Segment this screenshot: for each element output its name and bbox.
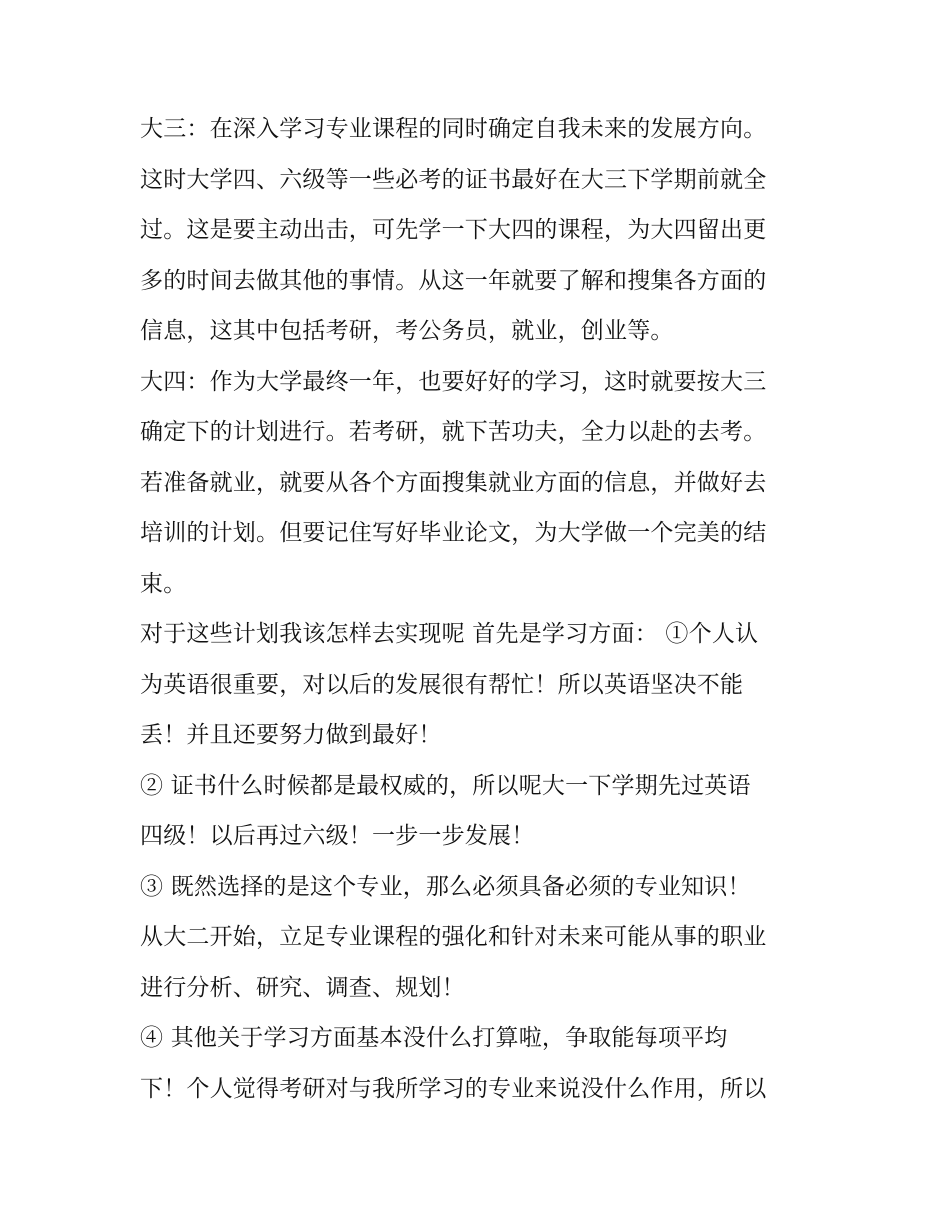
text-line: 为英语很重要，对以后的发展很有帮忙！所以英语坚决不能 <box>140 671 744 698</box>
text-line: 过。这是要主动出击，可先学一下大四的课程，为大四留出更 <box>140 217 767 243</box>
text-line: 从大二开始，立足专业课程的强化和针对未来可能从事的职业 <box>140 924 767 950</box>
text-line: 下！个人觉得考研对与我所学习的专业来说没什么作用，所以 <box>140 1075 767 1102</box>
text-line: 培训的计划。但要记住写好毕业论文，为大学做一个完美的结 <box>140 520 767 546</box>
text-line: 这时大学四、六级等一些必考的证书最好在大三下学期前就全 <box>140 166 767 193</box>
text-line: 若准备就业，就要从各个方面搜集就业方面的信息，并做好去 <box>140 469 767 496</box>
text-line: 大四：作为大学最终一年，也要好好的学习，这时就要按大三 <box>140 368 767 395</box>
text-line: 进行分析、研究、调查、规划！ <box>140 974 465 1001</box>
text-line: 大三：在深入学习专业课程的同时确定自我未来的发展方向。 <box>140 116 767 142</box>
text-line: 信息，这其中包括考研，考公务员，就业，创业等。 <box>140 318 674 344</box>
body-text <box>140 104 815 1114</box>
text-line: 四级！以后再过六级！一步一步发展！ <box>140 823 535 849</box>
text-line: ② 证书什么时候都是最权威的，所以呢大一下学期先过英语 <box>140 772 751 799</box>
text-line: ③ 既然选择的是这个专业，那么必须具备必须的专业知识！ <box>140 873 751 900</box>
text-line: 对于这些计划我该怎样去实现呢 首先是学习方面： ①个人认 <box>140 621 759 647</box>
text-line: 多的时间去做其他的事情。从这一年就要了解和搜集各方面的 <box>140 267 767 294</box>
text-line: 确定下的计划进行。若考研，就下苦功夫，全力以赴的去考。 <box>140 419 767 445</box>
text-line: 丢！并且还要努力做到最好！ <box>140 722 442 748</box>
text-line: 束。 <box>140 570 187 597</box>
text-line: ④ 其他关于学习方面基本没什么打算啦，争取能每项平均 <box>140 1025 728 1051</box>
